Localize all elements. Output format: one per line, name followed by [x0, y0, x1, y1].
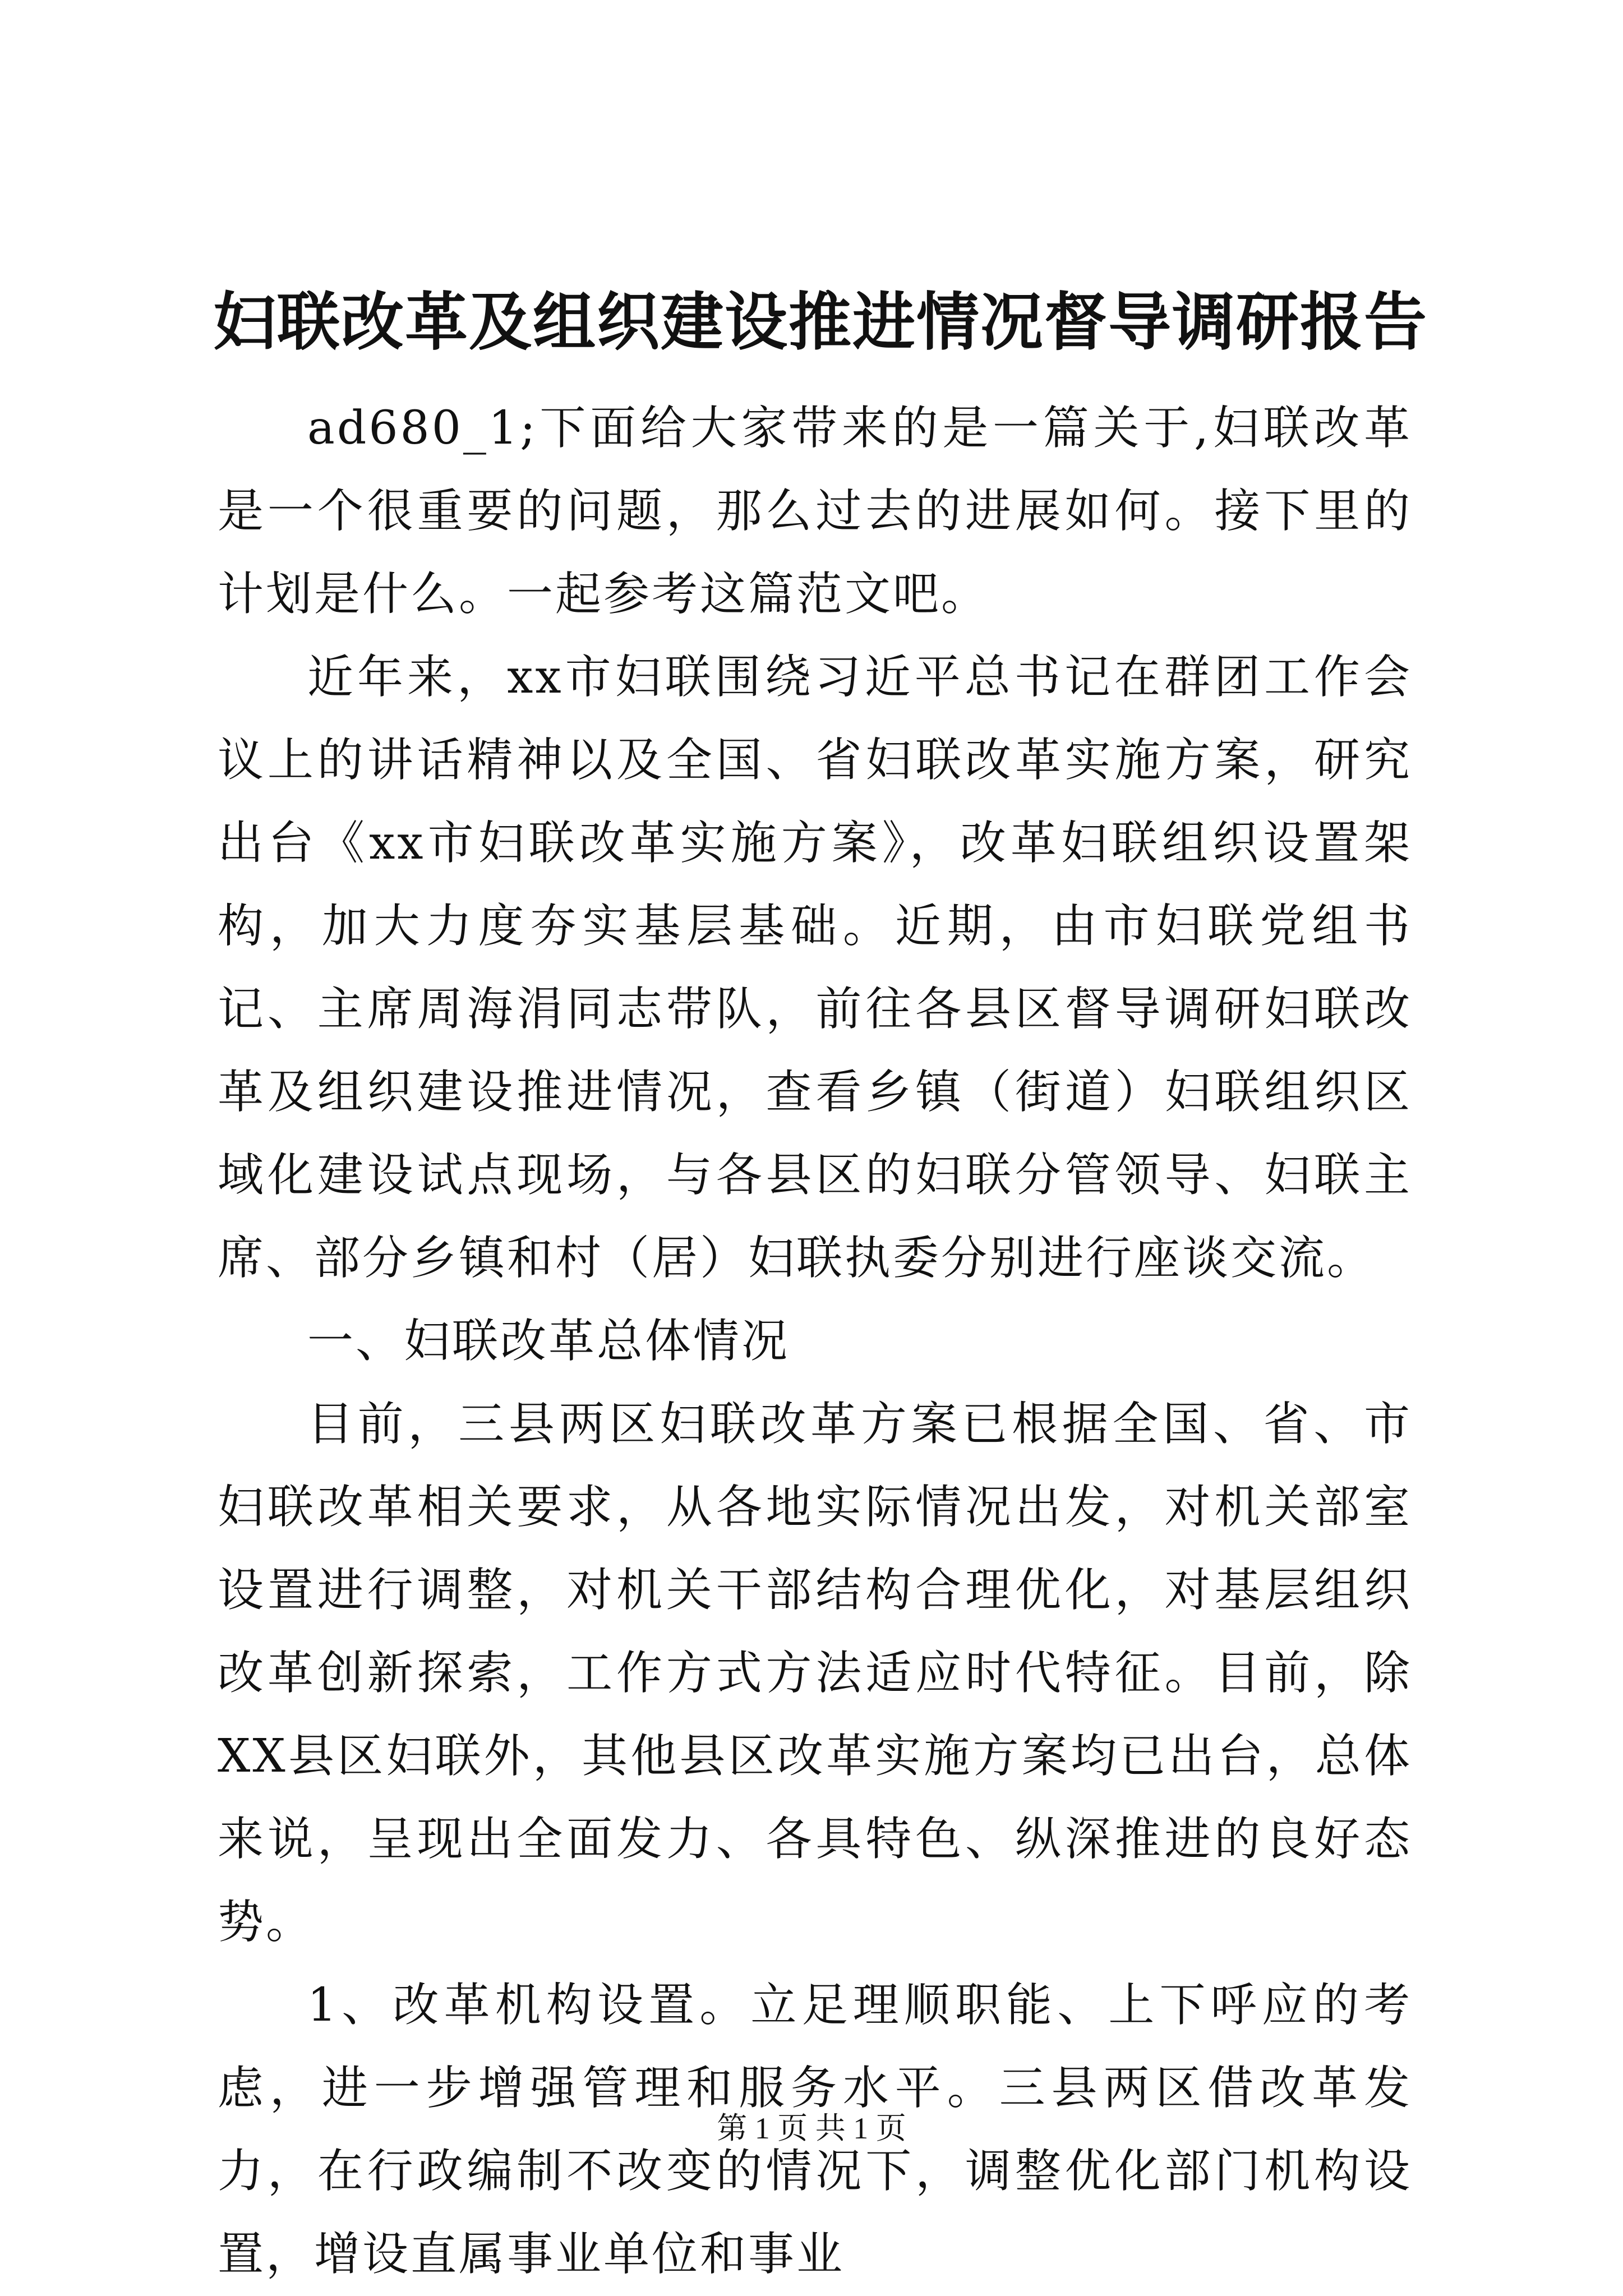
intro-paragraph: ad680_1;下面给大家带来的是一篇关于,妇联改革是一个很重要的问题，那么过去的进展如何。接下里的计划是什么。一起参考这篇范文吧。 [218, 402, 1412, 621]
document-body [218, 387, 1412, 2296]
page-footer: 第 1 页 共 1 页 [717, 2111, 906, 2145]
overview-paragraph: 目前，三县两区妇联改革方案已根据全国、省、市妇联改革相关要求，从各地实际情况出发，对机关部室设置进行调整，对机关干部结构合理优化，对基层组织改革创新探索，工作方式方法适应时代特征。目前，除XX县区妇联外，其他县区改革实施方案均已出台，总体来说，呈现出全面发力、各具特色、纵深推进的良好态势。 [218, 1398, 1412, 1949]
background-paragraph: 近年来，xx市妇联围绕习近平总书记在群团工作会议上的讲话精神以及全国、省妇联改革实施方案，研究出台《xx市妇联改革实施方案》，改革妇联组织设置架构，加大力度夯实基层基础。近期，由市妇联党组书记、主席周海涓同志带队，前往各县区督导调研妇联改革及组织建设推进情况，查看乡镇（街道）妇联组织区域化建设试点现场，与各县区的妇联分管领导、妇联主席、部分乡镇和村（居）妇联执委分别进行座谈交流。 [218, 651, 1412, 1285]
reform-structure-paragraph: 1、改革机构设置。立足理顺职能、上下呼应的考虑，进一步增强管理和服务水平。三县两区借改革发力，在行政编制不改变的情况下，调整优化部门机构设置，增设直属事业单位和事业 [218, 1979, 1412, 2281]
section-heading: 一、妇联改革总体情况 [307, 1315, 790, 1368]
document-title: 妇联改革及组织建设推进情况督导调研报告 [213, 285, 1428, 359]
